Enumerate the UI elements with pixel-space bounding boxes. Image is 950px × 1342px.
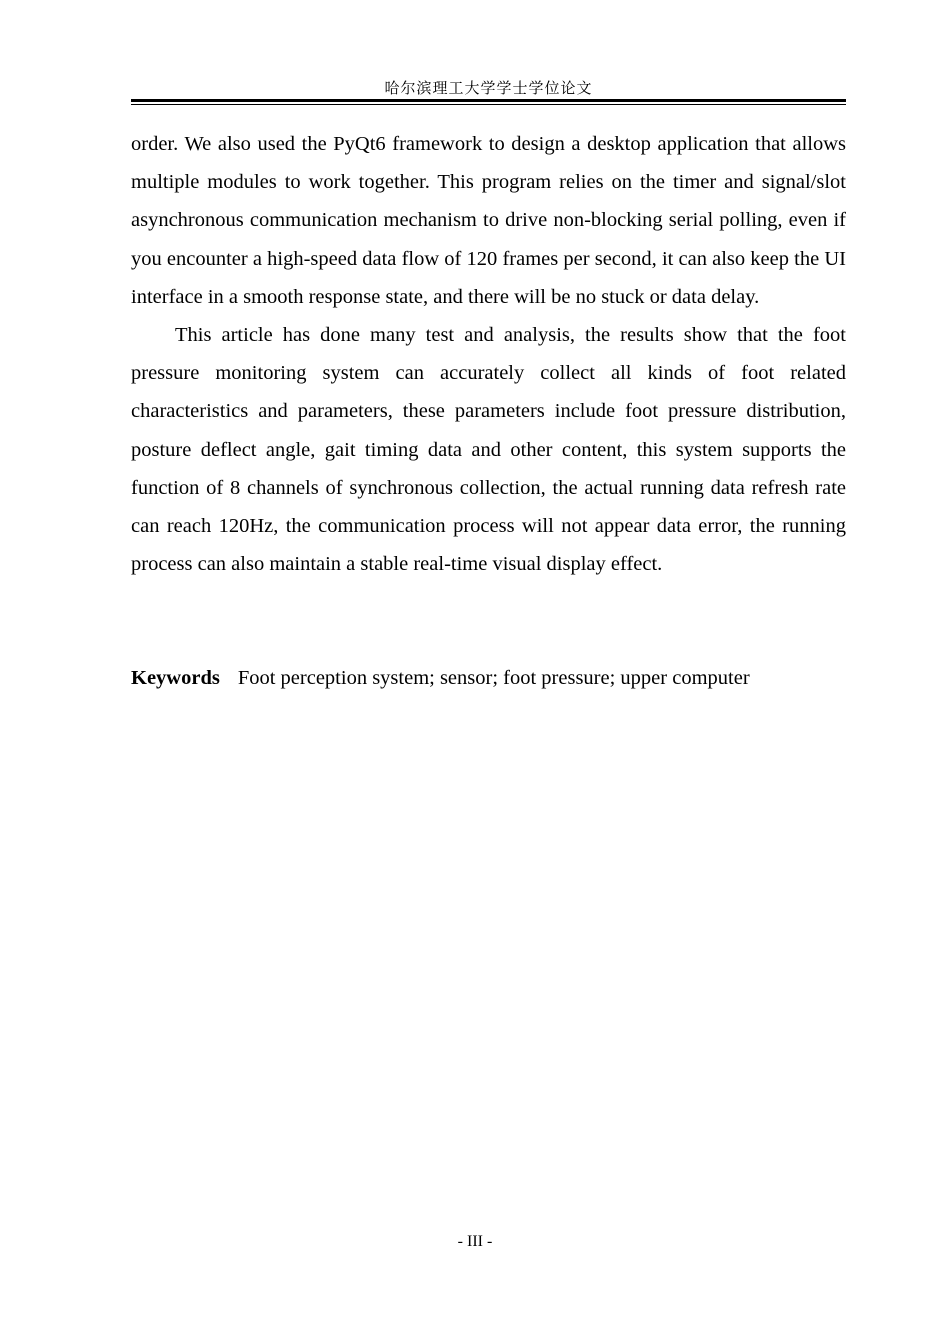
page-number: - III - [457, 1233, 493, 1250]
keywords-line [131, 659, 846, 697]
header-rule-thin [131, 104, 846, 105]
header-rule-thick [131, 99, 846, 102]
paragraph-continued: order. We also used the PyQt6 framework to design a desktop application that allows multiple modules to work together. This program relies on the timer and signal/slot asynchronous communication mechanism to drive non-blocking serial polling, even if you encounter a high-speed data flow of 120 frames per second, it can also keep the UI interface in a smooth response state, and there will be no stuck or data delay. [131, 133, 846, 308]
running-header: 哈尔滨理工大学学士学位论文 [384, 79, 593, 97]
keywords-text: Foot perception system; sensor; foot pressure; upper computer [237, 667, 750, 689]
paragraph-results: This article has done many test and analysis, the results show that the foot pressure monitoring system can accurately collect all kinds of foot related characteristics and parameters, these parameters include foot pressure distribution, posture deflect angle, gait timing data and other content, this system supports the function of 8 channels of synchronous collection, the actual running data refresh rate can reach 120Hz, the communication process will not appear data error, the running process can also maintain a stable real-time visual display effect. [131, 324, 846, 576]
abstract-body [131, 125, 846, 583]
keywords-label: Keywords [131, 667, 220, 689]
